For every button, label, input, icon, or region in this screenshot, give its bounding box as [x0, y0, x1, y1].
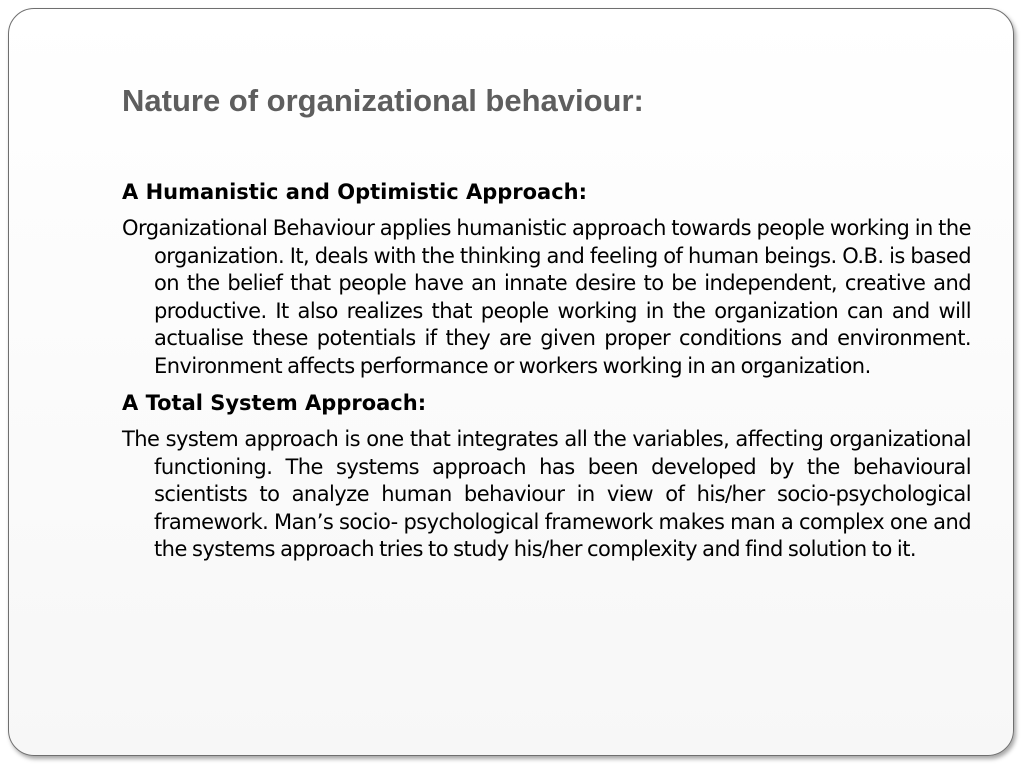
section-heading-total-system: A Total System Approach: [122, 391, 427, 415]
slide-title: Nature of organizational behaviour: [122, 83, 644, 118]
section-body-humanistic: Organizational Behaviour applies humanistic approach towards people working in the organization. It, deals with the thinking and feeling of human beings. O.B. is based on the belief that people have an innate desire to be independent, creative and productive. It also realizes that people working in the organization can and will actualise these potentials if they are given proper conditions and environment. Environment affects performance or workers working in an organization. [122, 216, 971, 378]
slide-frame [8, 8, 1014, 756]
section-heading-humanistic: A Humanistic and Optimistic Approach: [122, 180, 588, 204]
slide-content [122, 177, 971, 572]
section-body-total-system: The system approach is one that integrates all the variables, affecting organizational functioning. The systems approach has been developed by the behavioural scientists to analyze human behaviour in view of his/her socio-psychological framework. Man’s socio- psychological framework makes man a complex one and the systems approach tries to study his/her complexity and find solution to it. [122, 427, 971, 561]
